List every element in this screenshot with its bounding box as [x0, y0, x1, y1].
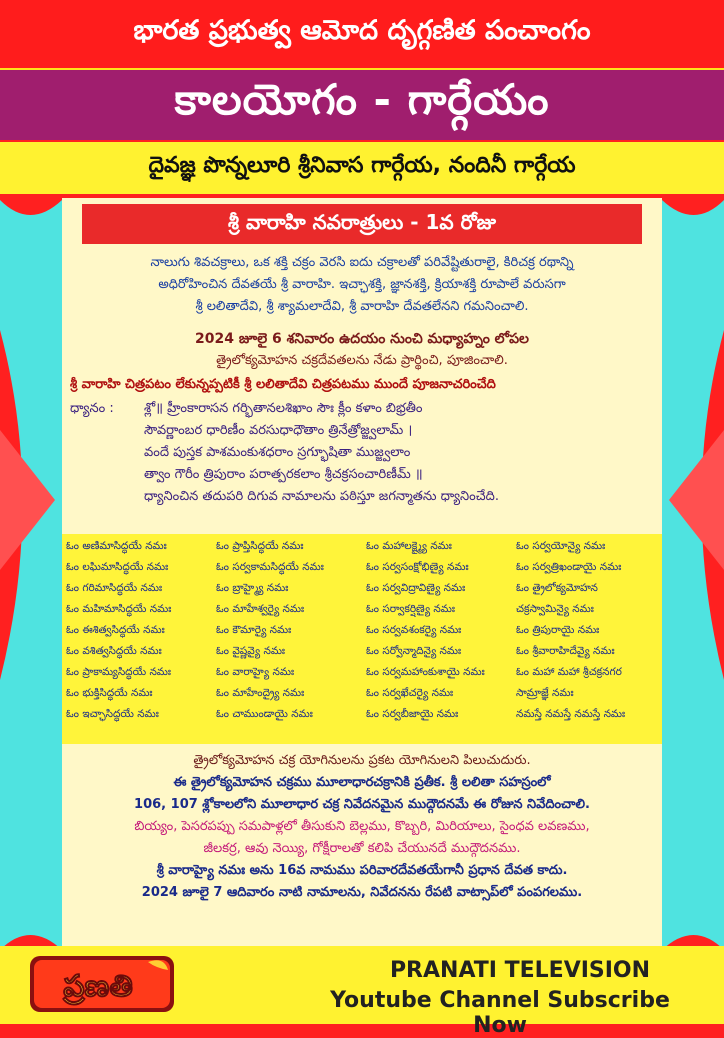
mantra-cell: ఓం సర్వవశంకర్యై నమః: [366, 624, 462, 636]
subtitle-banner: శ్రీ వారాహి నవరాత్రులు - 1వ రోజు: [82, 204, 642, 244]
subscribe-text[interactable]: Youtube Channel Subscribe Now: [330, 988, 670, 1038]
mantra-cell: ఓం ప్రాకామ్యసిద్ధయే నమః: [66, 666, 172, 678]
mantra-cell: చక్రస్వామిన్యై నమః: [516, 603, 594, 615]
dhyanam-line: సౌవర్ణాంబర ధారిణీం వరసుధాధౌతాం త్రినేత్రోజ్జ్వలామ్ ।: [144, 423, 413, 438]
mantra-cell: ఓం లఘిమాసిద్ధయే నమః: [66, 561, 169, 573]
mantra-cell: ఓం ఈశిత్వసిద్ధయే నమః: [66, 624, 165, 636]
mooladhara-line: ఈ త్రైలోక్యమోహన చక్రము మూలాధారచక్రానికి ప్రతీక. శ్రీ లలితా సహస్రంలో: [173, 775, 551, 790]
authors-banner: దైవజ్ఞ పొన్నలూరి శ్రీనివాస గార్గేయ, నందినీ గార్గేయ: [0, 142, 724, 194]
dhyanam-line: శ్లో॥ హ్రీంకారాసన గర్భితానలశిఖాం సౌః క్లీం కళాం బిభ్రతీం: [144, 401, 423, 416]
mantra-cell: నమస్తే నమస్తే నమస్తే నమః: [516, 708, 626, 720]
mantra-cell: ఓం మహిమాసిద్ధయే నమః: [66, 603, 172, 615]
mantra-cell: ఓం సర్వత్రిఖండాయై నమః: [516, 561, 622, 573]
mantra-cell: ఓం మాహేంద్ర్యై నమః: [216, 687, 305, 699]
naivedya-line: జీలకర్ర, ఆవు నెయ్యి, గోక్షీరాలతో కలిపి చేయునదే ముద్గౌదనము.: [203, 841, 521, 856]
dhyanam-label: ధ్యానం :: [70, 401, 114, 416]
mantra-cell: ఓం ఇచ్ఛాసిద్ధయే నమః: [66, 708, 159, 720]
mooladhara-paragraph: [70, 772, 654, 816]
mantra-cell: ఓం శ్రీవారాహిదేవ్యై నమః: [516, 645, 615, 657]
dhyanam-closing: ధ్యానించిన తదుపరి దిగువ నామాలను పఠిస్తూ జగన్మాతను ధ్యానించేది.: [144, 489, 499, 504]
mantra-table: [62, 534, 662, 744]
dhyanam-line: వందే పుస్తక పాశమంకుశధరాం స్రగ్భూషితా ముజ్జ్వలాం: [144, 445, 411, 460]
channel-name: PRANATI TELEVISION: [389, 958, 651, 983]
mantra-cell: సామ్రాజ్ఞే నమః: [516, 687, 574, 699]
mantra-cell: ఓం మహా మహా శ్రీచక్రనగర: [516, 666, 622, 678]
mantra-cell: ఓం సర్వోన్మాదిన్యై నమః: [366, 645, 462, 657]
dhyanam-line: త్వాం గౌరీం త్రిపురాం పరాత్పరకలాం శ్రీచక్రసంచారిణీమ్ ॥: [144, 467, 423, 482]
date-line: 2024 జూలై 6 శనివారం ఉదయం నుంచి మధ్యాహ్నం లోపల: [195, 331, 529, 347]
yogini-line: త్రైలోక్యమోహన చక్ర యోగినులను ప్రకట యోగినులని పిలుచుదురు.: [193, 753, 531, 768]
pranati-logo: [28, 952, 176, 1016]
mantra-cell: ఓం సర్వఖేచర్యై నమః: [366, 687, 454, 699]
mantra-cell: ఓం త్రైలోక్యమోహన: [516, 582, 598, 594]
mantra-cell: ఓం ప్రాప్తిసిద్ధయే నమః: [216, 540, 304, 552]
nama-line: శ్రీ వారాహ్యై నమః అను 16వ నామము పరివారదేవతయేగానీ ప్రధాన దేవత కాదు.: [156, 863, 568, 878]
mantra-cell: ఓం సర్వకామసిద్ధయే నమః: [216, 561, 324, 573]
mantra-cell: ఓం వైష్ణవ్యై నమః: [216, 645, 286, 657]
mantra-cell: ఓం సర్వాకర్షిణ్యై నమః: [366, 603, 456, 615]
mantra-cell: ఓం సర్వయోన్యై నమః: [516, 540, 606, 552]
naivedya-line: బియ్యం, పెసరపప్పు సమపాళ్లలో తీసుకుని బెల్లము, కొబ్బరి, మిరియాలు, సైంధవ లవణము,: [134, 819, 590, 834]
mantra-cell: ఓం బ్రాహ్మ్యై నమః: [216, 582, 289, 594]
mantra-cell: ఓం వశిత్వసిద్ధయే నమః: [66, 645, 162, 657]
mantra-cell: ఓం భుక్తిసిద్ధయే నమః: [66, 687, 153, 699]
mantra-cell: ఓం మహాలక్ష్మ్యై నమః: [366, 540, 452, 552]
mantra-cell: ఓం మాహేశ్వర్యై నమః: [216, 603, 305, 615]
intro-line: శ్రీ లలితాదేవి, శ్రీ శ్యామలాదేవి, శ్రీ వారాహి దేవతలేనని గమనించాలి.: [195, 299, 529, 314]
mantra-cell: ఓం సర్వమహాంకుశాయై నమః: [366, 666, 485, 678]
nextday-line: 2024 జూలై 7 ఆదివారం నాటి నామాలను, నివేదనను రేపటి వాట్సాప్‌లో పంపగలము.: [141, 885, 583, 900]
footer-bar: [0, 946, 724, 1038]
page-title: కాలయోగం - గార్గేయం: [0, 70, 724, 140]
mooladhara-line: 106, 107 శ్లోకాలలోని మూలాధార చక్ర నివేదనమైన ముద్గౌదనమే ఈ రోజున నివేదించాలి.: [134, 797, 590, 812]
intro-paragraph: [70, 252, 654, 318]
picture-line: శ్రీ వారాహి చిత్రపటం లేకున్నప్పటికీ శ్రీ లలితాదేవి చిత్రపటము ముందే పూజనాచరించేది: [70, 377, 496, 392]
logo-text: ప్రణతి: [63, 969, 133, 1004]
content-panel: [62, 198, 662, 950]
intro-line: నాలుగు శివచక్రాలు, ఒక శక్తి చక్రం వెరసి ఐదు చక్రాలతో పరివేష్టితురాలై, కిరిచక్ర రథాన్ని: [150, 255, 574, 270]
mantra-cell: ఓం సర్వవిద్రావిణ్యై నమః: [366, 582, 466, 594]
intro-line: అధిరోహించిన దేవతయే శ్రీ వారాహి. ఇచ్ఛాశక్తి, జ్ఞానశక్తి, క్రియాశక్తి రూపాలే వరుసగా: [158, 277, 566, 292]
worship-line: త్రైలోక్యమోహన చక్రదేవతలను నేడు ప్రార్థించి, పూజించాలి.: [216, 353, 508, 368]
mantra-cell: ఓం చాముండాయై నమః: [216, 708, 313, 720]
panchangam-header: భారత ప్రభుత్వ ఆమోద దృగ్గణిత పంచాంగం: [0, 0, 724, 70]
mantra-cell: ఓం సర్వబీజాయై నమః: [366, 708, 459, 720]
mantra-cell: ఓం సర్వసంక్షోభిణ్యై నమః: [366, 561, 469, 573]
naivedya-paragraph: [70, 816, 654, 860]
mantra-cell: ఓం త్రిపురాయై నమః: [516, 624, 600, 636]
mantra-cell: ఓం అణిమాసిద్ధయే నమః: [66, 540, 167, 552]
mantra-cell: ఓం కౌమార్యై నమః: [216, 624, 292, 636]
mantra-cell: ఓం వారాహ్యై నమః: [216, 666, 295, 678]
dhyanam-block: [70, 398, 654, 508]
mantra-cell: ఓం గరిమాసిద్ధయే నమః: [66, 582, 163, 594]
